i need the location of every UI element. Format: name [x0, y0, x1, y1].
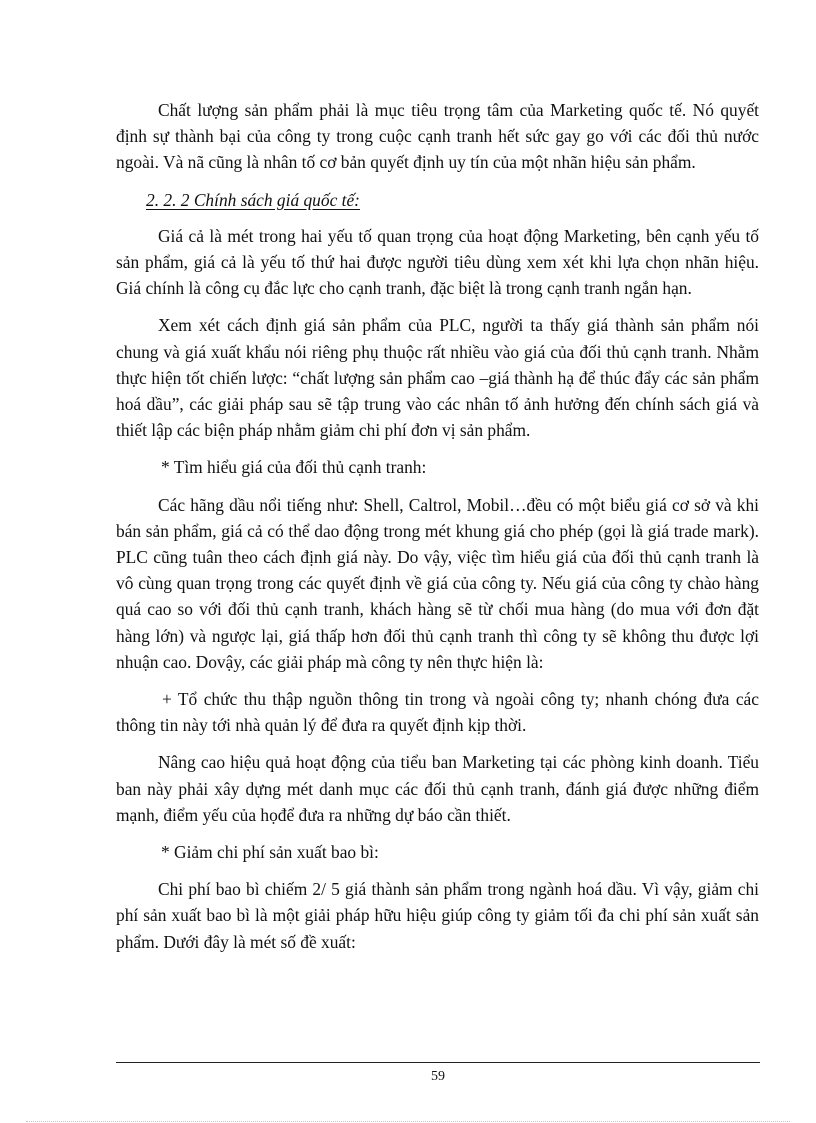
- paragraph-plc-pricing: Xem xét cách định giá sản phẩm của PLC, người ta thấy giá thành sản phẩm nói chung và giá xuất khẩu nói riêng phụ thuộc rất nhiều vào giá của đối thủ cạnh tranh. Nhằm thực hiện tốt chiến lược: “chất lượng sản phẩm cao –giá thành hạ để thúc đẩy các sản phẩm hoá dầu”, các giải pháp sau sẽ tập trung vào các nhân tố ảnh hưởng đến chính sách giá và thiết lập các biện pháp nhằm giảm chi phí đơn vị sản phẩm.: [116, 315, 759, 441]
- page-edge-divider: [26, 1121, 790, 1122]
- bullet-competitor-prices: * Tìm hiểu giá của đối thủ cạnh tranh:: [161, 457, 427, 478]
- page-number: 59: [431, 1069, 445, 1084]
- document-body: [116, 97, 759, 966]
- paragraph-packaging-share: Chi phí bao bì chiếm 2/ 5 giá thành sản phẩm trong ngành hoá dầu. Vì vậy, giảm chi phí sản xuất bao bì là một giải pháp hữu hiệu giúp công ty giảm tối đa chi phí sản xuất sản phẩm. Dưới đây là mét số đề xuất:: [116, 879, 759, 952]
- section-heading: 2. 2. 2 Chính sách giá quốc tế:: [146, 189, 360, 210]
- paragraph-product-quality: Chất lượng sản phẩm phải là mục tiêu trọng tâm của Marketing quốc tế. Nó quyết định sự thành bại của công ty trong cuộc cạnh tranh hết sức gay go với các đối thủ nước ngoài. Và nã cũng là nhân tố cơ bản quyết định uy tín của một nhãn hiệu sản phẩm.: [116, 100, 759, 173]
- paragraph-oil-brands: Các hãng dầu nổi tiếng như: Shell, Caltrol, Mobil…đều có một biểu giá cơ sở và khi bán sản phẩm, giá cả có thể dao động trong mét khung giá cho phép (gọi là giá trade mark). PLC cũng tuân theo cách định giá này. Do vậy, việc tìm hiểu giá của đối thủ cạnh tranh là vô cùng quan trọng trong các quyết định về giá của công ty. Nếu giá của công ty chào hàng quá cao so với đối thủ cạnh tranh, khách hàng sẽ từ chối mua hàng (do mua với đơn đặt hàng lớn) và ngược lại, giá thấp hơn đối thủ cạnh tranh thì công ty sẽ không thu được lợi nhuận cao. Dovậy, các giải pháp mà công ty nên thực hiện là:: [116, 494, 759, 672]
- bullet-packaging-cost: * Giảm chi phí sản xuất bao bì:: [161, 842, 379, 863]
- footer-divider: [116, 1062, 760, 1063]
- plus-item-information: + Tổ chức thu thập nguồn thông tin trong và ngoài công ty; nhanh chóng đưa các thông tin này tới nhà quản lý để đưa ra quyết định kịp thời.: [116, 689, 759, 736]
- paragraph-price-role: Giá cả là mét trong hai yếu tố quan trọng của hoạt động Marketing, bên cạnh yếu tố sản phẩm, giá cả là yếu tố thứ hai được người tiêu dùng xem xét khi lựa chọn nhãn hiệu. Giá chính là công cụ đắc lực cho cạnh tranh, đặc biệt là trong cạnh tranh ngắn hạn.: [116, 225, 759, 299]
- paragraph-marketing-subcommittee: Nâng cao hiệu quả hoạt động của tiểu ban Marketing tại các phòng kinh doanh. Tiểu ban này phải xây dựng mét danh mục các đối thủ cạnh tranh, đánh giá được những điểm mạnh, điểm yếu của họđể đưa ra những dự báo cần thiết.: [116, 752, 759, 825]
